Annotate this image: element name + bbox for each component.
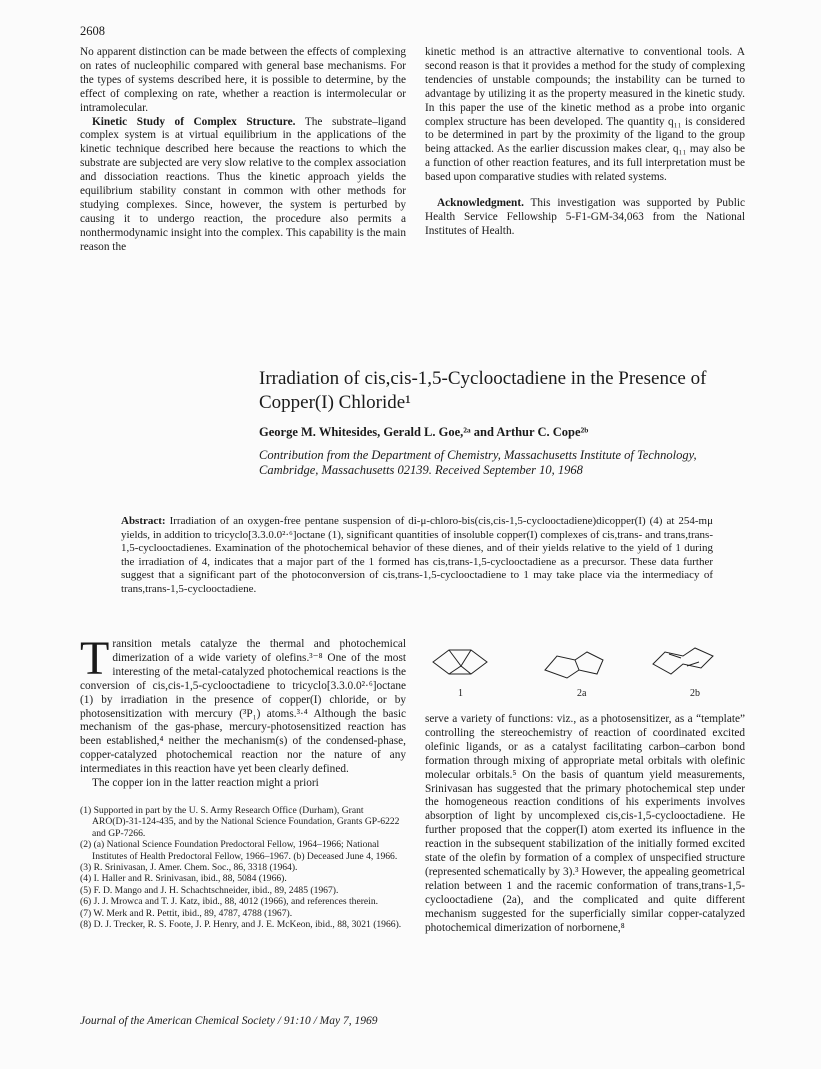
footnote: (7) W. Merk and R. Pettit, ibid., 89, 4787, 4788 (1967). (80, 907, 293, 919)
paragraph: kinetic method is an attractive alternative to conventional tools. A second reason is that it provides a method for the study of complexing tendencies of unstable compounds; the instability can be turned to advantage by utilizing it as the property measured in the kinetic study. In this paper the use of the kinetic method as a probe into organic complex structure has been developed. The quantity q₁₁ is considered to be determined in part by the proximity of the ligand to the group being attacked. As the earlier discussion makes clear, q₁₁ may also be a function of other reaction features, and its full interpretation must be based upon comparative studies with related systems. (425, 46, 745, 184)
article-authors: George M. Whitesides, Gerald L. Goe,²ᵃ and Arthur C. Cope²ᵇ (259, 425, 589, 439)
footnote: (2) (a) National Science Foundation Predoctoral Fellow, 1964–1966; National Institutes of Health Predoctoral Fellow, 1966–1967. (b) Deceased June 4, 1966. (80, 839, 398, 862)
article-title: Irradiation of cis,cis-1,5-Cyclooctadiene in the Presence of Copper(I) Chloride¹ (259, 368, 707, 413)
structure-drawings (425, 640, 745, 686)
paragraph (425, 197, 745, 239)
article-affiliation: Contribution from the Department of Chemistry, Massachusetts Institute of Technology, Cambridge, Massachusetts 02139. Received September 10, 1968 (259, 448, 697, 477)
paragraph-text: The substrate–ligand complex system is at virtual equilibrium in the applications of the kinetic technique described here because the reactions to which the substrate are subjected are very slow relative to the complex association and dissociation reactions. Thus the kinetic approach yields the equilibrium stability constant in common with other methods for studying complexes. Since, however, the system is perturbed by causing it to undergo reaction, the procedure also permits a nonthermodynamic insight into the complex. This capability is the main reason the (80, 115, 406, 253)
paragraph-text: ransition metals catalyze the thermal and photochemical dimerization of a wide variety of olefins.³⁻⁸ One of the most interesting of the metal-catalyzed photochemical reactions is the conversion of cis,cis-1,5-cyclooctadiene to tricyclo[3.3.0.0²·⁶]octane (1) by irradiation in the presence of copper(I) chloride, or by photosensitization with mercury (³P₁) atoms.³·⁴ Although the basic mechanism of the gas-phase, mercury-photosensitized reaction has been established,⁴ neither the mechanism(s) of the condensed-phase, copper-catalyzed photochemical reaction nor the nature of any intermediates in this reaction have yet been clearly defined. (80, 638, 406, 776)
abstract-text: Irradiation of an oxygen-free pentane suspension of di-μ-chloro-bis(cis,cis-1,5-cyclooctadiene)dicopper(I) (4) at 254-mμ yields, in addition to tricyclo[3.3.0.0²·⁶]octane (1), significant quantities of insoluble copper(I) complexes of cis,trans- and trans,trans-1,5-cyclooctadienes. Examination of the photochemical behavior of these dienes, and of their yields relative to the yield of 1 during the irradiation of 4, indicates that a major part of the 1 formed has cis,trans-1,5-cyclooctadiene as a precursor. These data further suggest that a significant part of the photoconversion of cis,trans-1,5-cyclooctadiene to 1 may take place via the intermediacy of trans,trans-1,5-cyclooctadiene. (121, 515, 713, 595)
paragraph (80, 632, 406, 777)
page-number: 2608 (80, 24, 105, 38)
paragraph-text: This investigation was supported by Public Health Service Fellowship 5-F1-GM-34,063 from the National Institutes of Health. (425, 197, 745, 237)
paragraph: No apparent distinction can be made between the effects of complexing on rates of nucleophilic compared with general base mechanisms. For the types of systems described here, it is possible to determine, by the effect of complexing on rate, whether a reaction is intermolecular or intramolecular. (80, 46, 406, 114)
abstract (121, 515, 713, 597)
body-left-column (80, 632, 406, 931)
left-column-top (80, 46, 406, 255)
footnote: (5) F. D. Mango and J. H. Schachtschneider, ibid., 89, 2485 (1967). (80, 884, 339, 896)
footnote: (6) J. J. Mrowca and T. J. Katz, ibid., 88, 4012 (1966), and references therein. (80, 896, 379, 908)
structure-label: 2a (577, 688, 587, 699)
paragraph: serve a variety of functions: viz., as a photosensitizer, as a “template” controlling the stereochemistry of reaction of coordinated excited olefinic ligands, or as a catalyst facilitating carbon–carbon bond formation through mixing of appropriate metal orbitals with olefinic molecular orbitals.⁵ On the basis of quantum yield measurements, Srinivasan has suggested that the primary photochemical step under the homogeneous reaction conditions of his experiments involves absorption of light by uncomplexed cis,cis-1,5-cyclooctadiene. He further proposed that the copper(I) atom exerted its influence in the reaction in the subsequent stabilization of the initially formed excited state of the olefin by formation of a complex of unspecified structure (represented schematically by 3).³ However, the appealing geometrical relation between 1 and the racemic conformation of trans,trans-1,5-cyclooctadiene (2a), and the complicated and quite different mechanism suggested for the superficially similar copper-catalyzed photochemical dimerization of norbornene,⁸ (425, 713, 745, 934)
tricyclooctane-structure-1 (433, 650, 487, 674)
footnote: (3) R. Srinivasan, J. Amer. Chem. Soc., 86, 3318 (1964). (80, 862, 298, 873)
drop-cap: T (80, 632, 110, 685)
abstract-label: Abstract: (121, 515, 166, 527)
cyclooctadiene-structure-2b (653, 648, 713, 674)
section-heading: Acknowledgment. (437, 197, 524, 210)
paragraph: The copper ion in the latter reaction might a priori (92, 777, 319, 790)
section-heading: Kinetic Study of Complex Structure. (92, 115, 296, 128)
footnote: (1) Supported in part by the U. S. Army Research Office (Durham), Grant ARO(D)-31-124-435, and by the National Science Foundation, Grants GP-6222 and GP-7266. (80, 804, 400, 839)
structure-label: 2b (690, 688, 700, 699)
chemical-structures (425, 640, 745, 700)
paragraph (80, 116, 406, 255)
footnote: (8) D. J. Trecker, R. S. Foote, J. P. Henry, and J. E. McKeon, ibid., 88, 3021 (1966). (80, 919, 402, 931)
body-right-column (425, 713, 745, 936)
footnote: (4) I. Haller and R. Srinivasan, ibid., 88, 5084 (1966). (80, 873, 287, 885)
cyclooctadiene-structure-2a (545, 652, 603, 678)
journal-footer: Journal of the American Chemical Society / 91:10 / May 7, 1969 (80, 1015, 378, 1027)
footnotes (80, 805, 406, 930)
right-column-top (425, 46, 745, 239)
structure-label: 1 (458, 688, 463, 699)
